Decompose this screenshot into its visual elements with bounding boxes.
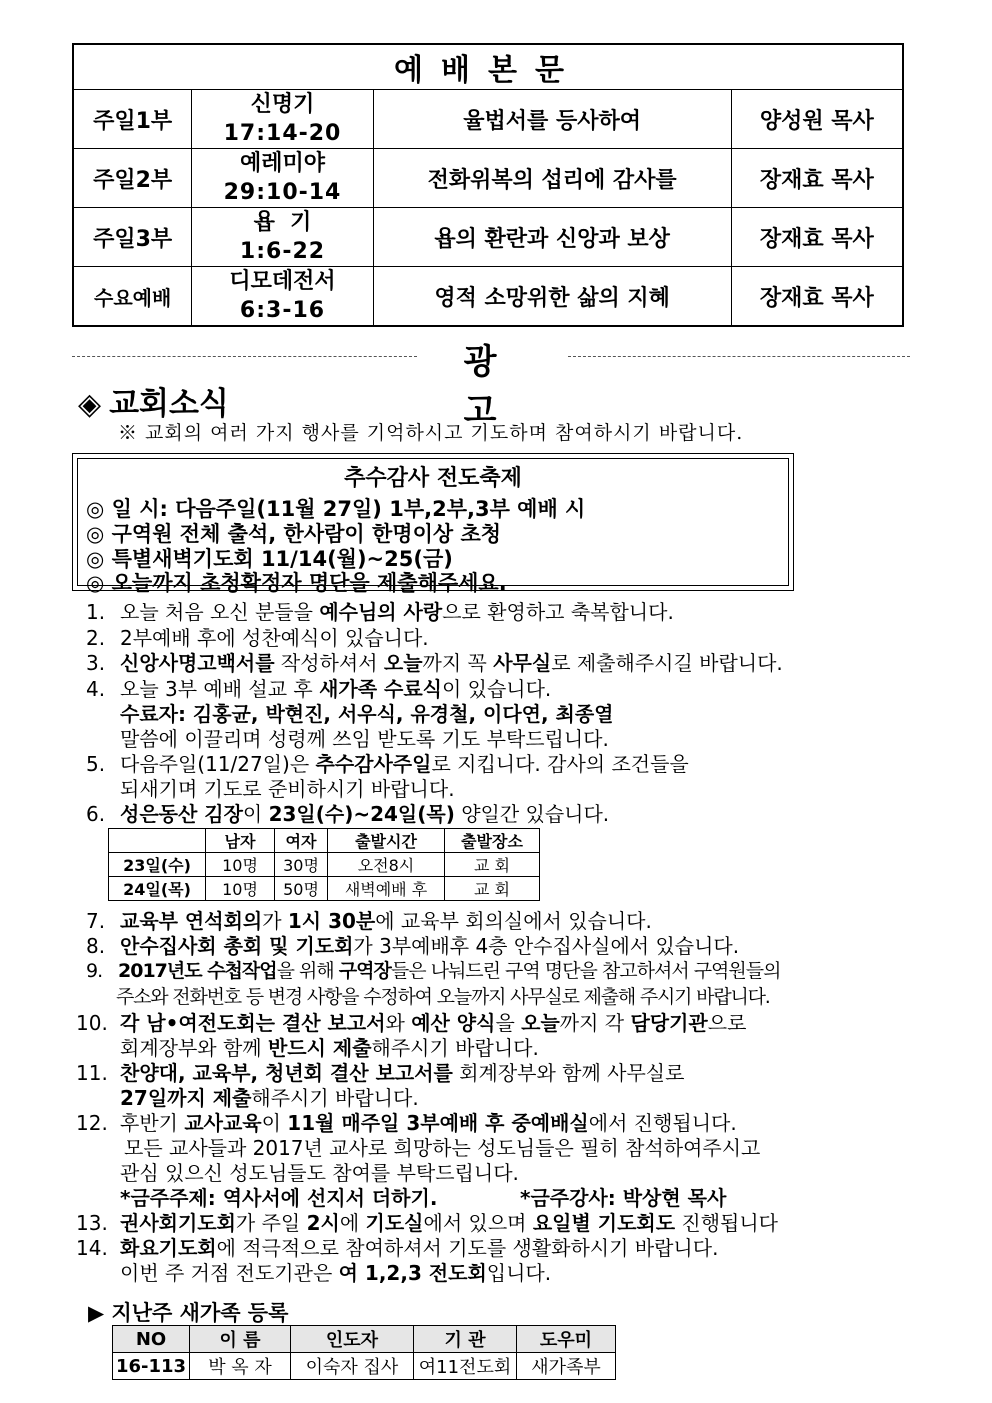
table-cell: 교 회 <box>445 877 540 901</box>
announcement-item: 8. 안수집사회 총회 및 기도회가 3부예배후 4층 안수집사실에서 있습니다. <box>86 934 740 958</box>
scripture-book: 욥 기 <box>253 210 312 235</box>
scripture-verse: 29:10-14 <box>223 180 342 205</box>
table-row <box>73 208 903 267</box>
announcement-item: 1. 오늘 처음 오신 분들을 예수님의 사랑으로 환영하고 축복합니다. <box>86 600 674 624</box>
teacher-topic: *금주주제: 역사서에 선지서 더하기. <box>120 1186 438 1210</box>
announcement-item: 12. 후반기 교사교육이 11월 매주일 3부예배 후 중예배실에서 진행됩니다. <box>76 1111 737 1135</box>
announcement-item: 14. 화요기도회에 적극적으로 참여하셔서 기도를 생활화하시기 바랍니다. <box>76 1236 719 1260</box>
new-family-table <box>112 1325 616 1380</box>
table-cell: 50명 <box>275 877 328 901</box>
sermon-table-header: 예배본문 <box>73 44 903 90</box>
announcement-item: 10. 각 남•여전도회는 결산 보고서와 예산 양식을 오늘까지 각 담당기관으로 <box>76 1011 747 1035</box>
table-header-row <box>113 1326 616 1353</box>
service-name: 주일3부 <box>73 208 192 267</box>
table-cell: 30명 <box>275 853 328 877</box>
new-family-heading: ▶ 지난주 새가족 등록 <box>88 1301 289 1325</box>
table-cell: 여11전도회 <box>414 1353 517 1380</box>
scripture-ref <box>192 208 373 267</box>
sermon-title: 율법서를 등사하여 <box>373 90 731 149</box>
scripture-verse: 1:6-22 <box>239 239 326 264</box>
table-header-cell: 기 관 <box>414 1326 517 1353</box>
announcement-title: 광 고 <box>463 342 527 431</box>
announcement-line: 주소와 전화번호 등 변경 사항을 수정하여 오늘까지 사무실로 제출해 주시기 바랍니다. <box>116 986 770 1008</box>
announcement-line: 27일까지 제출해주시기 바랍니다. <box>120 1086 419 1110</box>
scripture-book: 예레미야 <box>239 151 325 176</box>
preacher: 양성원 목사 <box>731 90 903 149</box>
service-name: 주일1부 <box>73 90 192 149</box>
announcement-item: 13. 권사회기도회가 주일 2시에 기도실에서 있으며 요일별 기도회도 진행됩니다 <box>76 1211 779 1235</box>
table-header-row <box>109 829 540 853</box>
table-cell: 오전8시 <box>328 853 445 877</box>
announcement-line: 말씀에 이끌리며 성령께 쓰임 받도록 기도 부탁드립니다. <box>120 727 609 751</box>
kimchi-schedule-table <box>108 828 540 901</box>
divider-right <box>568 356 910 357</box>
harvest-festival-box <box>72 453 794 595</box>
announcement-line: 관심 있으신 성도님들도 참여를 부탁드립니다. <box>120 1161 519 1185</box>
festival-line: ◎ 특별새벽기도회 11/14(월)~25(금) <box>86 547 453 571</box>
table-header-cell: 도우미 <box>517 1326 616 1353</box>
scripture-ref <box>192 90 373 149</box>
table-cell: 10명 <box>206 853 275 877</box>
announcement-line: 회계장부와 함께 반드시 제출해주시기 바랍니다. <box>120 1036 539 1060</box>
table-row <box>113 1353 616 1380</box>
scripture-ref <box>192 149 373 208</box>
table-cell: 이숙자 집사 <box>291 1353 414 1380</box>
table-header-cell: 출발장소 <box>445 829 540 853</box>
sermon-table <box>72 43 904 327</box>
table-cell: 23일(수) <box>109 853 206 877</box>
sermon-title: 욥의 환란과 신앙과 보상 <box>373 208 731 267</box>
festival-title: 추수감사 전도축제 <box>344 466 522 491</box>
announcement-item: 7. 교육부 연석회의가 1시 30분에 교육부 회의실에서 있습니다. <box>86 909 652 933</box>
announcement-item: 5. 다음주일(11/27일)은 추수감사주일로 지킵니다. 감사의 조건들을 <box>86 752 689 776</box>
table-cell: 박 옥 자 <box>190 1353 291 1380</box>
table-row <box>109 877 540 901</box>
table-row <box>73 90 903 149</box>
table-header-cell: 출발시간 <box>328 829 445 853</box>
announcement-line: 모든 교사들과 2017년 교사로 희망하는 성도님들은 필히 참석하여주시고 <box>124 1136 761 1160</box>
sermon-title: 영적 소망위한 삶의 지혜 <box>373 267 731 327</box>
announcement-line: 이번 주 거점 전도기관은 여 1,2,3 전도회입니다. <box>120 1261 552 1285</box>
table-header-cell: NO <box>113 1326 190 1353</box>
scripture-ref <box>192 267 373 327</box>
teacher-speaker: *금주강사: 박상현 목사 <box>520 1186 727 1210</box>
table-row <box>109 853 540 877</box>
table-row <box>73 267 903 327</box>
table-cell: 16-113 <box>113 1353 190 1380</box>
table-cell: 24일(목) <box>109 877 206 901</box>
table-header-cell: 인도자 <box>291 1326 414 1353</box>
church-news-heading <box>78 378 229 423</box>
festival-line: ◎ 일 시: 다음주일(11월 27일) 1부,2부,3부 예배 시 <box>86 497 586 521</box>
graduates-line: 수료자: 김홍균, 박현진, 서우식, 유경철, 이다연, 최종열 <box>120 702 614 726</box>
preacher: 장재효 목사 <box>731 149 903 208</box>
table-cell: 새벽예배 후 <box>328 877 445 901</box>
festival-line: ◎ 오늘까지 초청확정자 명단을 제출해주세요. <box>86 571 507 595</box>
announcement-item: 3. 신앙사명고백서를 작성하셔서 오늘까지 꼭 사무실로 제출해주시길 바랍니다. <box>86 651 783 675</box>
announcement-item: 9. 2017년도 수첩작업을 위해 구역장들은 나눠드린 구역 명단을 참고하셔서 구역원들의 <box>86 960 781 982</box>
scripture-verse: 17:14-20 <box>223 121 342 146</box>
table-cell: 교 회 <box>445 853 540 877</box>
table-row <box>73 149 903 208</box>
service-name: 주일2부 <box>73 149 192 208</box>
table-header-cell <box>109 829 206 853</box>
table-cell: 새가족부 <box>517 1353 616 1380</box>
table-header-cell: 이 름 <box>190 1326 291 1353</box>
preacher: 장재효 목사 <box>731 208 903 267</box>
announcement-item: 6. 성은동산 김장이 23일(수)~24일(목) 양일간 있습니다. <box>86 802 610 826</box>
table-header-cell: 여자 <box>275 829 328 853</box>
church-news-label: 교회소식 <box>109 386 229 422</box>
diamond-icon: ◈ <box>78 387 102 422</box>
preacher: 장재효 목사 <box>731 267 903 327</box>
church-news-note: ※ 교회의 여러 가지 행사를 기억하시고 기도하며 참여하시기 바랍니다. <box>118 422 744 444</box>
announcement-item: 2. 2부예배 후에 성찬예식이 있습니다. <box>86 626 429 650</box>
service-name: 수요예배 <box>73 267 192 327</box>
scripture-verse: 6:3-16 <box>239 298 326 323</box>
sermon-title: 전화위복의 섭리에 감사를 <box>373 149 731 208</box>
festival-line: ◎ 구역원 전체 출석, 한사람이 한명이상 초청 <box>86 522 502 546</box>
announcement-item: 4. 오늘 3부 예배 설교 후 새가족 수료식이 있습니다. <box>86 677 552 701</box>
announcement-item: 11. 찬양대, 교육부, 청년회 결산 보고서를 회계장부와 함께 사무실로 <box>76 1061 685 1085</box>
announcement-line: 되새기며 기도로 준비하시기 바랍니다. <box>120 777 455 801</box>
scripture-book: 디모데전서 <box>229 269 336 294</box>
scripture-book: 신명기 <box>250 92 315 117</box>
divider-left <box>72 356 417 357</box>
table-header-cell: 남자 <box>206 829 275 853</box>
table-cell: 10명 <box>206 877 275 901</box>
